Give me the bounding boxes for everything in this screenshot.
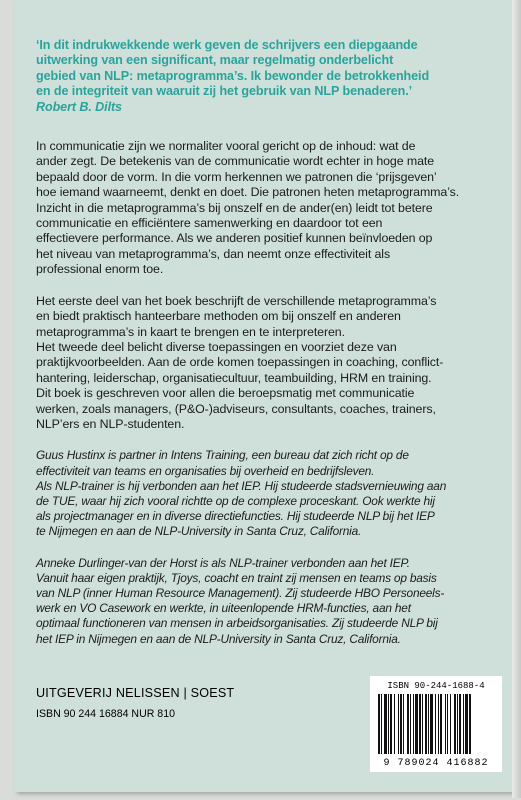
text-line: Inzicht in die metaprogramma’s bij onszelf en de ander(en) leidt tot betere (36, 200, 433, 215)
text-line: communicatie en efficiëntere samenwerking en daardoor tot een (36, 216, 383, 231)
barcode-bar (398, 694, 399, 754)
text-line: hantering, leiderschap, organisatiecultuur, teambuilding, HRM en training. (36, 370, 432, 385)
barcode-label (370, 676, 502, 772)
text-line: effectievere performance. Als we anderen positief kunnen beïnvloeden op (36, 231, 433, 246)
author-bio-hustinx (36, 448, 498, 539)
text-line: Het tweede deel belicht diverse toepassingen en voorziet deze van (36, 339, 397, 354)
barcode-bar (465, 694, 468, 754)
barcode-bar (430, 694, 433, 754)
book-back-cover (14, 0, 512, 792)
quote-line: uitwerking van een significant, maar regelmatig onderbelicht (36, 53, 394, 68)
text-line: als projectmanager en in diverse directiefuncties. Hij studeerde NLP bij het IEP (36, 509, 435, 524)
barcode-bar (400, 694, 402, 754)
barcode-bar (457, 694, 458, 754)
barcode-bar (450, 694, 451, 754)
text-line: effectiviteit van teams en organisaties bij overheid en bedrijfsleven. (36, 463, 375, 478)
barcode-bar (447, 694, 448, 754)
barcode-bar (407, 694, 409, 754)
barcode-digits: 9 789024 416882 (383, 758, 489, 769)
publisher-name: UITGEVERIJ NELISSEN | SOEST (36, 686, 235, 700)
barcode-bar (378, 694, 380, 754)
author-bio-durlinger (36, 556, 498, 647)
barcode-bar (438, 694, 439, 754)
text-line: metaprogramma’s in kaart te brengen en te interpreteren. (36, 324, 345, 339)
text-line: en biedt praktisch hanteerbare methoden om bij onszelf en anderen (36, 309, 401, 324)
barcode-bar (435, 694, 436, 754)
barcode-bar (390, 694, 392, 754)
text-line: het niveau van metaprogramma’s, dan neemt onze effectiviteit als (36, 246, 391, 261)
text-line: werk en VO Casework en werkte, in uiteenlopende HRM-functies, aan het (36, 601, 411, 616)
description-paragraph-2 (36, 294, 498, 433)
text-line: praktijkvoorbeelden. Aan de orde komen toepassingen in coaching, conflict- (36, 355, 444, 370)
barcode-bar (403, 694, 404, 754)
endorsement-quote (36, 38, 498, 115)
barcode-bar (415, 694, 418, 754)
quote-line: en de integriteit van waaruit zij het gebruik van NLP benaderen.’ (36, 84, 413, 99)
barcode-bar (445, 694, 446, 754)
barcode-bar (422, 694, 423, 754)
barcode-bar (459, 694, 461, 754)
text-line: Als NLP-trainer is hij verbonden aan het IEP. Hij studeerde stadsvernieuwing aan (36, 478, 447, 493)
text-line: Het eerste deel van het boek beschrijft de verschillende metaprogramma’s (36, 293, 437, 308)
barcode-bar (388, 694, 389, 754)
quote-line: gebied van NLP: metaprogramma’s. Ik bewonder de betrokkenheid (36, 68, 430, 83)
text-line: Vanuit haar eigen praktijk, Tjoys, coacht en traint zij mensen en teams op basis (36, 570, 437, 585)
barcode-bar (469, 694, 471, 754)
text-line: van NLP (inner Human Resource Management). Zij studeerde HBO Personeels- (36, 585, 445, 600)
description-paragraph-1 (36, 139, 498, 278)
text-line: ander zegt. De betekenis van de communicatie wordt echter in hoge mate (36, 154, 434, 169)
isbn-nur-line: ISBN 90 244 16884 NUR 810 (36, 708, 175, 720)
barcode-bar (454, 694, 456, 754)
barcode-icon (378, 694, 494, 754)
text-line: Anneke Durlinger-van der Horst is als NLP-trainer verbonden aan het IEP. (36, 555, 410, 570)
barcode-bar (394, 694, 395, 754)
text-line: Dit boek is geschreven voor allen die beroepsmatig met communicatie (36, 386, 415, 401)
barcode-bar (381, 694, 382, 754)
text-line: In communicatie zijn we normaliter vooral gericht op de inhoud: wat de (36, 139, 416, 154)
text-line: optimaal functioneren van mensen in arbeidsorganisaties. Zij studeerde NLP bij (36, 616, 438, 631)
barcode-bar (410, 694, 411, 754)
text-line: NLP’ers en NLP-studenten. (36, 416, 185, 431)
quote-author: Robert B. Dilts (36, 99, 122, 114)
barcode-bar (419, 694, 421, 754)
barcode-bar (428, 694, 429, 754)
page-edge (512, 0, 521, 798)
quote-line: ‘In dit indrukwekkende werk geven de schrijvers een diepgaande (36, 38, 418, 52)
barcode-bar (384, 694, 387, 754)
text-line: Guus Hustinx is partner in Intens Training, een bureau dat zich richt op de (36, 448, 409, 463)
text-line: te Nijmegen en aan de NLP-University in Santa Cruz, California. (36, 524, 362, 539)
barcode-bar (413, 694, 414, 754)
text-line: bepaald door de vorm. In die vorm herkennen we patronen die ‘prijsgeven’ (36, 169, 437, 184)
barcode-bar (440, 694, 442, 754)
barcode-bar (425, 694, 427, 754)
barcode-isbn: ISBN 90-244-1688-4 (387, 681, 485, 691)
barcode-bar (463, 694, 464, 754)
text-line: het IEP in Nijmegen en aan de NLP-University in Santa Cruz, California. (36, 631, 401, 646)
text-line: hoe iemand waarneemt, denkt en doet. Die patronen heten metaprogramma’s. (36, 185, 460, 200)
cover-text (36, 38, 498, 647)
text-line: de TUE, waar hij zich vooral richtte op de complexe proceskant. Ook werkte hij (36, 493, 435, 508)
text-line: professional enorm toe. (36, 262, 164, 277)
text-line: werken, zoals managers, (P&O-)adviseurs, consultants, coaches, trainers, (36, 401, 436, 416)
